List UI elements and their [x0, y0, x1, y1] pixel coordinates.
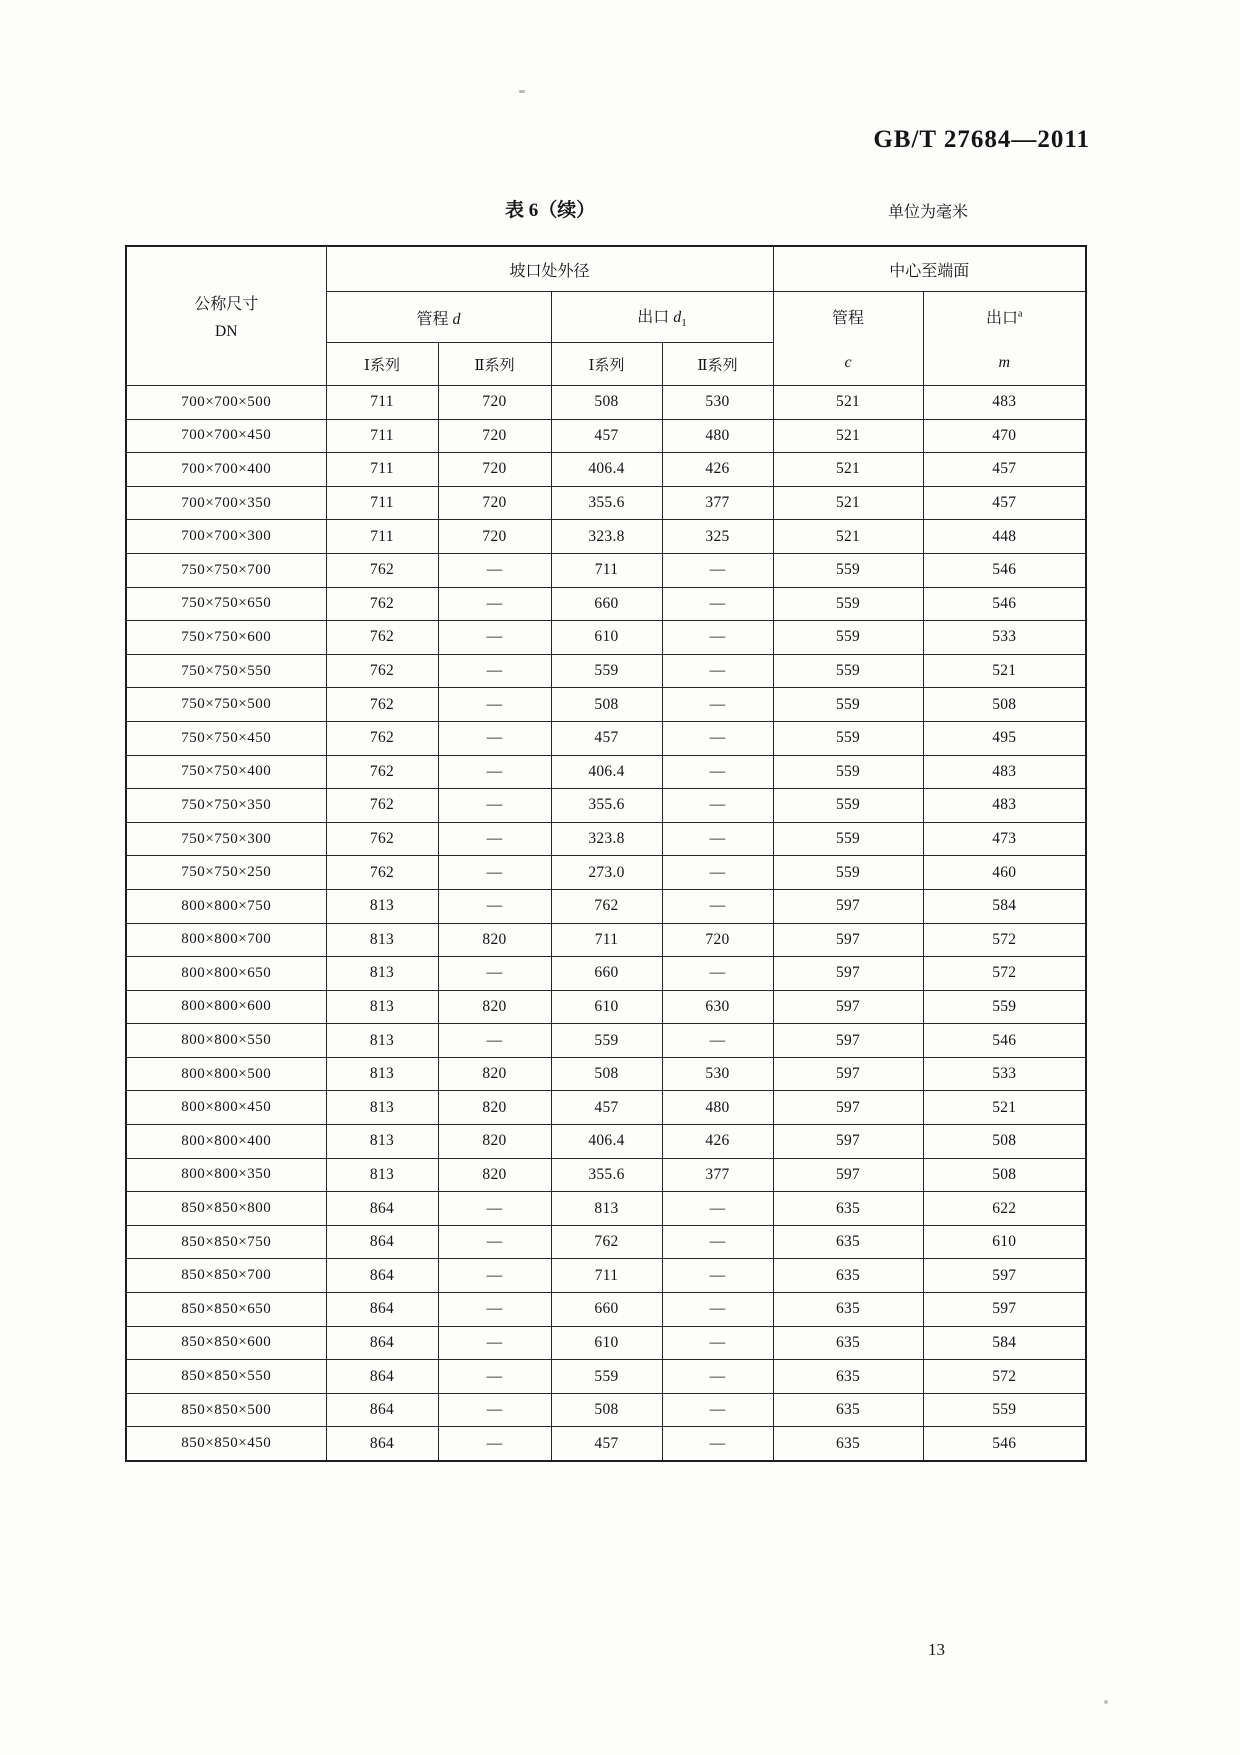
value-cell: 457 [923, 486, 1086, 520]
value-cell: 597 [773, 1024, 923, 1058]
table-row [126, 990, 1086, 1024]
value-cell: 597 [773, 990, 923, 1024]
value-cell: 530 [662, 386, 773, 420]
outlet-d1-subscript: 1 [681, 317, 687, 330]
value-cell: 720 [438, 453, 551, 487]
table-body [126, 386, 1086, 1462]
value-cell: 711 [326, 386, 438, 420]
value-cell: 820 [438, 1125, 551, 1159]
value-cell: 597 [773, 1091, 923, 1125]
table-row [126, 1259, 1086, 1293]
value-cell: 533 [923, 621, 1086, 655]
header-outlet-d1 [551, 292, 773, 343]
value-cell: 720 [438, 386, 551, 420]
value-cell: 508 [551, 1393, 662, 1427]
value-cell: 559 [773, 688, 923, 722]
value-cell: 377 [662, 486, 773, 520]
center-outlet-symbol: m [998, 353, 1011, 371]
table-row [126, 486, 1086, 520]
value-cell: 273.0 [551, 856, 662, 890]
value-cell: 711 [326, 453, 438, 487]
value-cell: 597 [923, 1293, 1086, 1327]
value-cell: 711 [551, 1259, 662, 1293]
value-cell: 597 [773, 1158, 923, 1192]
value-cell: 762 [326, 822, 438, 856]
value-cell: 864 [326, 1326, 438, 1360]
value-cell: — [438, 1293, 551, 1327]
value-cell: 711 [326, 486, 438, 520]
value-cell: 610 [551, 1326, 662, 1360]
header-center-outlet [923, 292, 1086, 386]
value-cell: 660 [551, 957, 662, 991]
value-cell: 597 [773, 1125, 923, 1159]
value-cell: 762 [326, 856, 438, 890]
value-cell: 559 [551, 654, 662, 688]
value-cell: 635 [773, 1192, 923, 1226]
value-cell: 635 [773, 1393, 923, 1427]
value-cell: 508 [551, 1057, 662, 1091]
dn-cell: 800×800×600 [126, 990, 326, 1024]
value-cell: 470 [923, 419, 1086, 453]
value-cell: — [438, 789, 551, 823]
table-row [126, 1225, 1086, 1259]
value-cell: 711 [551, 923, 662, 957]
value-cell: — [662, 621, 773, 655]
scan-artifact [1104, 1700, 1108, 1704]
value-cell: 559 [551, 1024, 662, 1058]
value-cell: — [662, 1393, 773, 1427]
table-row [126, 688, 1086, 722]
value-cell: 546 [923, 1427, 1086, 1461]
scan-artifact [519, 90, 525, 93]
value-cell: 521 [773, 486, 923, 520]
dn-cell: 850×850×800 [126, 1192, 326, 1226]
dn-cell: 750×750×700 [126, 553, 326, 587]
table-row [126, 654, 1086, 688]
table-row [126, 1024, 1086, 1058]
table-row [126, 1427, 1086, 1461]
value-cell: 720 [662, 923, 773, 957]
value-cell: 530 [662, 1057, 773, 1091]
table-row [126, 923, 1086, 957]
table-row [126, 520, 1086, 554]
value-cell: 864 [326, 1360, 438, 1394]
value-cell: 559 [773, 822, 923, 856]
value-cell: 572 [923, 957, 1086, 991]
value-cell: 762 [551, 889, 662, 923]
dn-cell: 850×850×600 [126, 1326, 326, 1360]
value-cell: — [662, 721, 773, 755]
value-cell: — [438, 1024, 551, 1058]
value-cell: — [438, 621, 551, 655]
table-row [126, 1360, 1086, 1394]
value-cell: 597 [773, 1057, 923, 1091]
dn-cell: 750×750×250 [126, 856, 326, 890]
dn-cell: 800×800×700 [126, 923, 326, 957]
value-cell: — [662, 553, 773, 587]
dn-cell: 700×700×400 [126, 453, 326, 487]
footnote-marker: a [1018, 308, 1023, 320]
value-cell: 820 [438, 1057, 551, 1091]
header-run-d [326, 292, 551, 343]
value-cell: 820 [438, 1091, 551, 1125]
dn-cell: 750×750×350 [126, 789, 326, 823]
dimension-table [125, 245, 1087, 1462]
table-row [126, 1192, 1086, 1226]
value-cell: 546 [923, 587, 1086, 621]
value-cell: 559 [773, 789, 923, 823]
standard-number: GB/T 27684—2011 [873, 126, 1090, 153]
value-cell: 762 [326, 755, 438, 789]
value-cell: 813 [326, 1057, 438, 1091]
dn-cell: 750×750×400 [126, 755, 326, 789]
dn-cell: 850×850×450 [126, 1427, 326, 1461]
outlet-d1-label: 出口 [637, 309, 670, 327]
table-header [126, 246, 1086, 386]
value-cell: 559 [773, 587, 923, 621]
header-bevel-outer-diameter: 坡口处外径 [326, 246, 773, 292]
value-cell: 864 [326, 1293, 438, 1327]
value-cell: 762 [326, 587, 438, 621]
dn-cell: 800×800×400 [126, 1125, 326, 1159]
value-cell: 480 [662, 1091, 773, 1125]
value-cell: 630 [662, 990, 773, 1024]
table-row [126, 453, 1086, 487]
value-cell: 762 [326, 553, 438, 587]
table-title: 表 6（续） [505, 200, 596, 221]
value-cell: — [438, 654, 551, 688]
value-cell: — [438, 688, 551, 722]
value-cell: 762 [326, 621, 438, 655]
value-cell: 572 [923, 1360, 1086, 1394]
value-cell: 460 [923, 856, 1086, 890]
value-cell: 559 [773, 621, 923, 655]
table-row [126, 1125, 1086, 1159]
value-cell: — [662, 688, 773, 722]
value-cell: 635 [773, 1427, 923, 1461]
dn-cell: 750×750×550 [126, 654, 326, 688]
value-cell: 864 [326, 1225, 438, 1259]
table-row [126, 957, 1086, 991]
header-series-1: Ⅰ系列 [326, 343, 438, 386]
value-cell: — [438, 822, 551, 856]
value-cell: 521 [923, 654, 1086, 688]
value-cell: — [438, 889, 551, 923]
dn-cell: 800×800×350 [126, 1158, 326, 1192]
value-cell: 559 [773, 721, 923, 755]
header-series-2: Ⅱ系列 [438, 343, 551, 386]
value-cell: 711 [326, 419, 438, 453]
table-row [126, 1293, 1086, 1327]
table-row [126, 553, 1086, 587]
value-cell: — [438, 1259, 551, 1293]
center-run-symbol: c [844, 353, 852, 371]
value-cell: 660 [551, 1293, 662, 1327]
value-cell: 597 [923, 1259, 1086, 1293]
dn-cell: 850×850×750 [126, 1225, 326, 1259]
table-row [126, 1057, 1086, 1091]
value-cell: 864 [326, 1192, 438, 1226]
value-cell: 457 [551, 419, 662, 453]
value-cell: — [662, 1192, 773, 1226]
value-cell: 559 [773, 856, 923, 890]
table-row [126, 1326, 1086, 1360]
value-cell: 521 [773, 453, 923, 487]
header-nominal-size [126, 246, 326, 386]
value-cell: — [662, 1225, 773, 1259]
dn-cell: 700×700×300 [126, 520, 326, 554]
value-cell: 495 [923, 721, 1086, 755]
value-cell: 813 [326, 923, 438, 957]
dn-cell: 850×850×500 [126, 1393, 326, 1427]
value-cell: 864 [326, 1259, 438, 1293]
value-cell: 813 [326, 1125, 438, 1159]
table-row [126, 889, 1086, 923]
value-cell: 635 [773, 1225, 923, 1259]
page-number: 13 [928, 1640, 945, 1659]
value-cell: 711 [551, 553, 662, 587]
dn-cell: 700×700×500 [126, 386, 326, 420]
value-cell: 559 [551, 1360, 662, 1394]
table-row [126, 721, 1086, 755]
value-cell: — [662, 957, 773, 991]
value-cell: 406.4 [551, 453, 662, 487]
value-cell: 813 [326, 1158, 438, 1192]
table-row [126, 789, 1086, 823]
header-center-run [773, 292, 923, 386]
value-cell: — [662, 1360, 773, 1394]
value-cell: 325 [662, 520, 773, 554]
value-cell: 533 [923, 1057, 1086, 1091]
value-cell: 720 [438, 486, 551, 520]
value-cell: 559 [773, 553, 923, 587]
value-cell: 521 [773, 520, 923, 554]
value-cell: — [438, 1192, 551, 1226]
value-cell: 584 [923, 1326, 1086, 1360]
value-cell: — [662, 856, 773, 890]
value-cell: 813 [326, 1091, 438, 1125]
dn-cell: 750×750×600 [126, 621, 326, 655]
run-d-label: 管程 [416, 310, 449, 328]
value-cell: — [662, 654, 773, 688]
header-center-to-end-face: 中心至端面 [773, 246, 1086, 292]
value-cell: 813 [326, 957, 438, 991]
value-cell: 813 [551, 1192, 662, 1226]
table-row [126, 856, 1086, 890]
value-cell: 355.6 [551, 486, 662, 520]
table-row [126, 1091, 1086, 1125]
value-cell: — [662, 889, 773, 923]
value-cell: — [438, 755, 551, 789]
value-cell: — [662, 1259, 773, 1293]
value-cell: 559 [923, 1393, 1086, 1427]
value-cell: 762 [551, 1225, 662, 1259]
value-cell: 457 [923, 453, 1086, 487]
dn-cell: 750×750×450 [126, 721, 326, 755]
value-cell: 635 [773, 1326, 923, 1360]
value-cell: 820 [438, 1158, 551, 1192]
value-cell: 584 [923, 889, 1086, 923]
value-cell: 508 [923, 688, 1086, 722]
value-cell: 546 [923, 1024, 1086, 1058]
value-cell: 323.8 [551, 520, 662, 554]
dn-cell: 800×800×450 [126, 1091, 326, 1125]
table-row [126, 755, 1086, 789]
value-cell: 406.4 [551, 755, 662, 789]
value-cell: 546 [923, 553, 1086, 587]
value-cell: 635 [773, 1259, 923, 1293]
value-cell: — [662, 1293, 773, 1327]
value-cell: — [438, 1225, 551, 1259]
unit-note: 单位为毫米 [888, 204, 969, 221]
dn-cell: 800×800×750 [126, 889, 326, 923]
value-cell: 483 [923, 386, 1086, 420]
value-cell: 559 [773, 755, 923, 789]
table-row [126, 1158, 1086, 1192]
value-cell: 508 [923, 1158, 1086, 1192]
table-row [126, 587, 1086, 621]
value-cell: — [662, 789, 773, 823]
value-cell: 813 [326, 1024, 438, 1058]
dn-cell: 750×750×300 [126, 822, 326, 856]
value-cell: 521 [773, 386, 923, 420]
value-cell: — [438, 587, 551, 621]
dn-cell: 700×700×450 [126, 419, 326, 453]
value-cell: — [438, 553, 551, 587]
value-cell: 521 [773, 419, 923, 453]
center-outlet-label: 出口$^a$ [986, 308, 1023, 328]
table-row [126, 822, 1086, 856]
dn-cell: 850×850×650 [126, 1293, 326, 1327]
value-cell: — [438, 1393, 551, 1427]
value-cell: 820 [438, 990, 551, 1024]
value-cell: 426 [662, 1125, 773, 1159]
outlet-d1-symbol: d [673, 309, 682, 327]
value-cell: 480 [662, 419, 773, 453]
value-cell: — [662, 1024, 773, 1058]
header-series-4: Ⅱ系列 [662, 343, 773, 386]
value-cell: — [662, 587, 773, 621]
value-cell: 720 [438, 419, 551, 453]
value-cell: 572 [923, 923, 1086, 957]
value-cell: 820 [438, 923, 551, 957]
value-cell: 483 [923, 789, 1086, 823]
value-cell: 355.6 [551, 789, 662, 823]
table-row [126, 386, 1086, 420]
dn-cell: 800×800×550 [126, 1024, 326, 1058]
value-cell: 813 [326, 889, 438, 923]
value-cell: 610 [551, 990, 662, 1024]
value-cell: — [662, 1427, 773, 1461]
value-cell: 483 [923, 755, 1086, 789]
dn-cell: 800×800×500 [126, 1057, 326, 1091]
value-cell: 762 [326, 721, 438, 755]
header-dn-label: DN [215, 323, 238, 340]
value-cell: — [438, 957, 551, 991]
value-cell: 597 [773, 957, 923, 991]
value-cell: 457 [551, 721, 662, 755]
dn-cell: 750×750×650 [126, 587, 326, 621]
value-cell: 521 [923, 1091, 1086, 1125]
value-cell: 377 [662, 1158, 773, 1192]
table-row [126, 419, 1086, 453]
value-cell: 762 [326, 789, 438, 823]
value-cell: 635 [773, 1360, 923, 1394]
value-cell: 610 [551, 621, 662, 655]
value-cell: 559 [923, 990, 1086, 1024]
value-cell: 762 [326, 688, 438, 722]
value-cell: — [438, 721, 551, 755]
value-cell: — [438, 856, 551, 890]
value-cell: — [438, 1326, 551, 1360]
value-cell: — [438, 1427, 551, 1461]
dn-cell: 750×750×500 [126, 688, 326, 722]
value-cell: 720 [438, 520, 551, 554]
value-cell: 508 [923, 1125, 1086, 1159]
header-nominal-size-label: 公称尺寸 [194, 296, 259, 313]
table-row [126, 1393, 1086, 1427]
dn-cell: 700×700×350 [126, 486, 326, 520]
value-cell: — [438, 1360, 551, 1394]
value-cell: 355.6 [551, 1158, 662, 1192]
value-cell: 813 [326, 990, 438, 1024]
value-cell: 635 [773, 1293, 923, 1327]
value-cell: 473 [923, 822, 1086, 856]
value-cell: 508 [551, 688, 662, 722]
value-cell: 864 [326, 1393, 438, 1427]
value-cell: 597 [773, 923, 923, 957]
value-cell: 426 [662, 453, 773, 487]
value-cell: 597 [773, 889, 923, 923]
value-cell: 323.8 [551, 822, 662, 856]
value-cell: 559 [773, 654, 923, 688]
value-cell: 457 [551, 1427, 662, 1461]
value-cell: 711 [326, 520, 438, 554]
table-row [126, 621, 1086, 655]
value-cell: — [662, 755, 773, 789]
value-cell: 622 [923, 1192, 1086, 1226]
value-cell: — [662, 822, 773, 856]
dn-cell: 850×850×700 [126, 1259, 326, 1293]
value-cell: 448 [923, 520, 1086, 554]
dn-cell: 800×800×650 [126, 957, 326, 991]
value-cell: 457 [551, 1091, 662, 1125]
value-cell: 660 [551, 587, 662, 621]
dn-cell: 850×850×550 [126, 1360, 326, 1394]
value-cell: 406.4 [551, 1125, 662, 1159]
center-run-label: 管程 [832, 310, 865, 328]
value-cell: — [662, 1326, 773, 1360]
run-d-symbol: d [452, 310, 461, 328]
value-cell: 508 [551, 386, 662, 420]
value-cell: 762 [326, 654, 438, 688]
value-cell: 610 [923, 1225, 1086, 1259]
header-series-3: Ⅰ系列 [551, 343, 662, 386]
value-cell: 864 [326, 1427, 438, 1461]
